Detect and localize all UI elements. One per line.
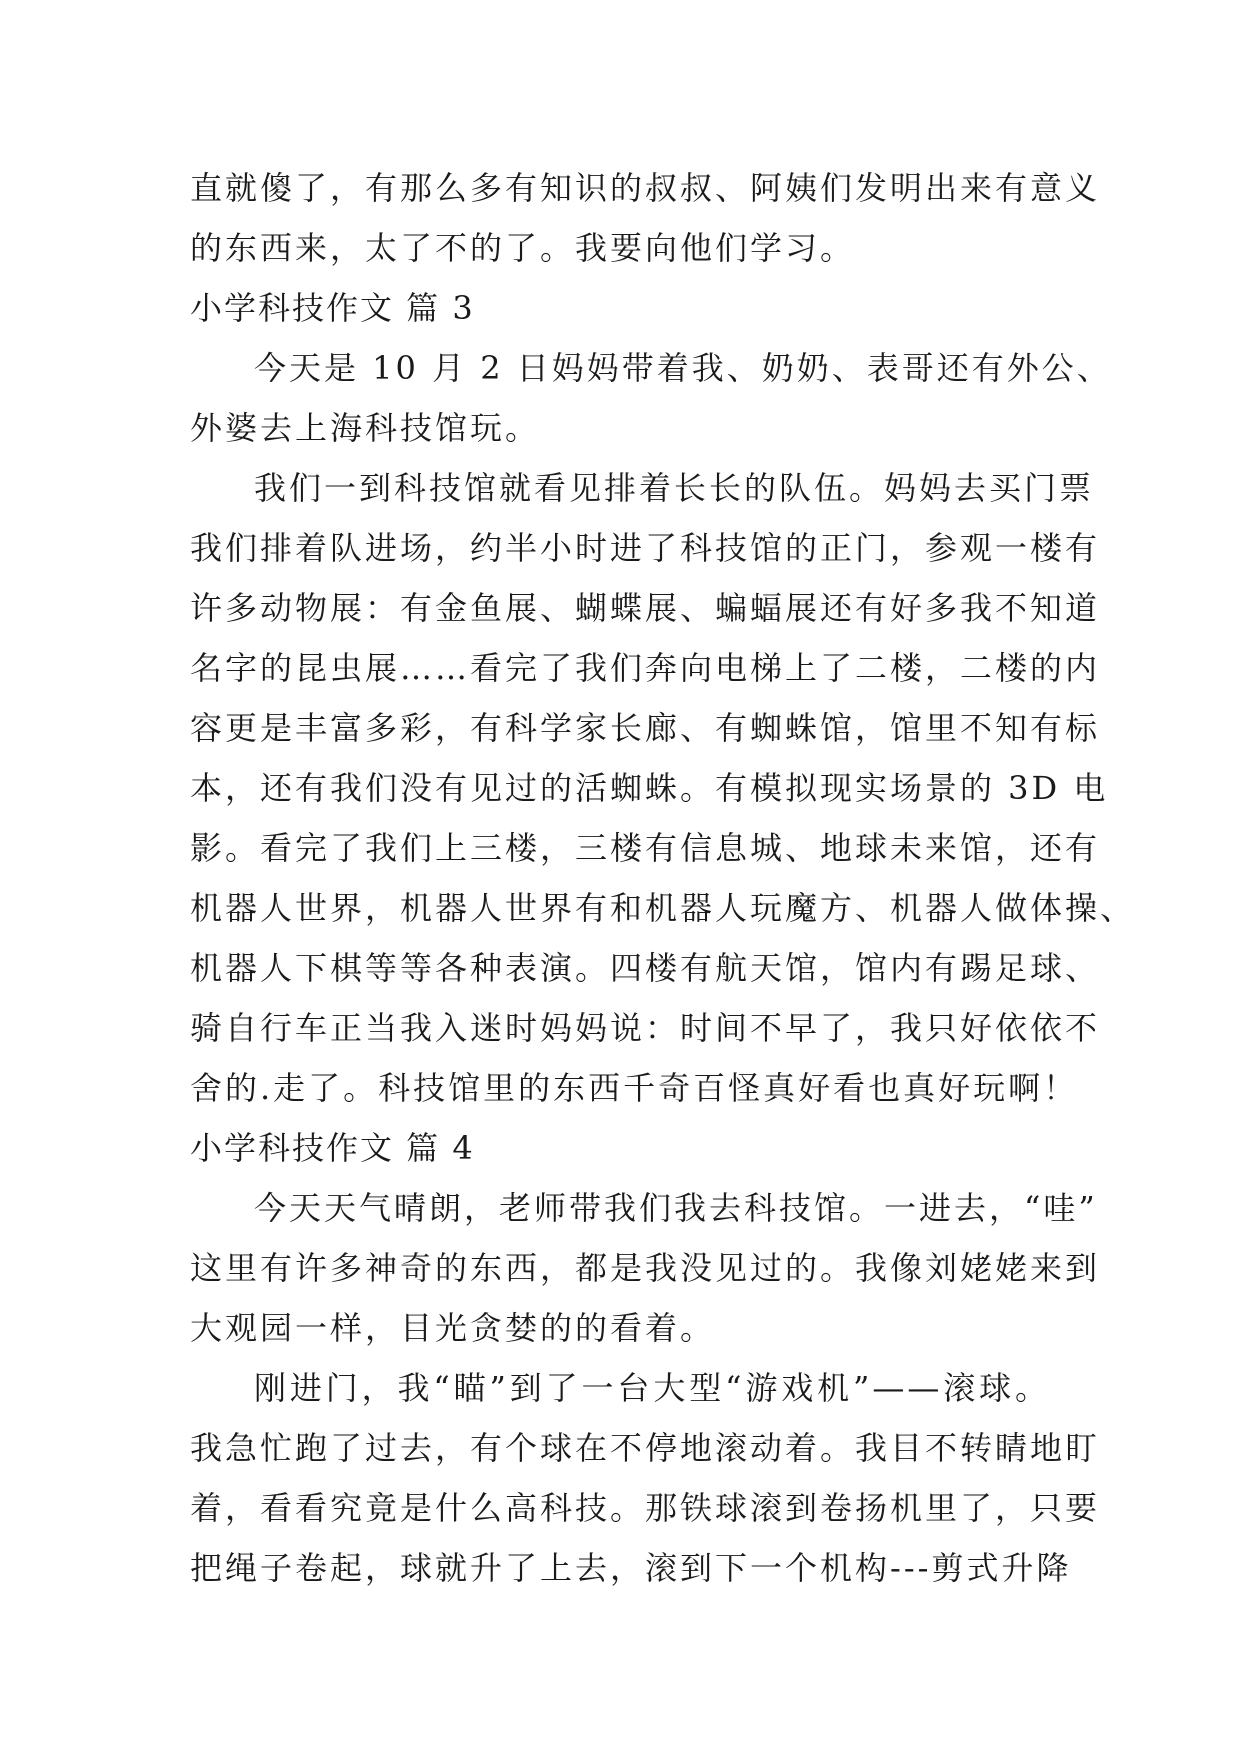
text-line: 我急忙跑了过去，有个球在不停地滚动着。我目不转睛地盯 xyxy=(190,1429,1101,1467)
section-heading: 小学科技作文 篇 3 xyxy=(190,289,475,327)
text-line: 机器人下棋等等各种表演。四楼有航天馆，馆内有踢足球、 xyxy=(190,949,1101,987)
text-line: 舍的.走了。科技馆里的东西千奇百怪真好看也真好玩啊！ xyxy=(190,1069,1079,1107)
text-line: 许多动物展：有金鱼展、蝴蝶展、蝙蝠展还有好多我不知道 xyxy=(190,589,1101,627)
text-line: 这里有许多神奇的东西，都是我没见过的。我像刘姥姥来到 xyxy=(190,1249,1101,1287)
text-line: 今天是 10 月 2 日妈妈带着我、奶奶、表哥还有外公、 xyxy=(254,349,1112,387)
text-line: 名字的昆虫展……看完了我们奔向电梯上了二楼，二楼的内 xyxy=(190,649,1101,687)
text-line: 直就傻了，有那么多有知识的叔叔、阿姨们发明出来有意义 xyxy=(190,169,1101,207)
text-line: 今天天气晴朗，老师带我们我去科技馆。一进去，“哇” xyxy=(254,1189,1098,1227)
text-line: 的东西来，太了不的了。我要向他们学习。 xyxy=(190,229,856,267)
section-heading: 小学科技作文 篇 4 xyxy=(190,1129,475,1167)
text-line: 我们排着队进场，约半小时进了科技馆的正门，参观一楼有 xyxy=(190,529,1101,567)
text-line: 外婆去上海科技馆玩。 xyxy=(190,409,541,447)
text-line: 骑自行车正当我入迷时妈妈说：时间不早了，我只好依依不 xyxy=(190,1009,1101,1047)
text-line: 容更是丰富多彩，有科学家长廊、有蜘蛛馆，馆里不知有标 xyxy=(190,709,1101,747)
document-body xyxy=(190,158,1136,1598)
text-line: 刚进门，我“瞄”到了一台大型“游戏机”——滚球。 xyxy=(254,1369,1050,1407)
text-line: 着，看看究竟是什么高科技。那铁球滚到卷扬机里了，只要 xyxy=(190,1489,1101,1527)
text-line: 把绳子卷起，球就升了上去，滚到下一个机构---剪式升降 xyxy=(190,1549,1072,1587)
text-line: 影。看完了我们上三楼，三楼有信息城、地球未来馆，还有 xyxy=(190,829,1101,867)
text-line: 大观园一样，目光贪婪的的看着。 xyxy=(190,1309,716,1347)
text-line: 机器人世界，机器人世界有和机器人玩魔方、机器人做体操、 xyxy=(190,889,1136,927)
text-line: 我们一到科技馆就看见排着长长的队伍。妈妈去买门票 xyxy=(254,469,1095,507)
text-line: 本，还有我们没有见过的活蜘蛛。有模拟现实场景的 3D 电 xyxy=(190,769,1109,807)
